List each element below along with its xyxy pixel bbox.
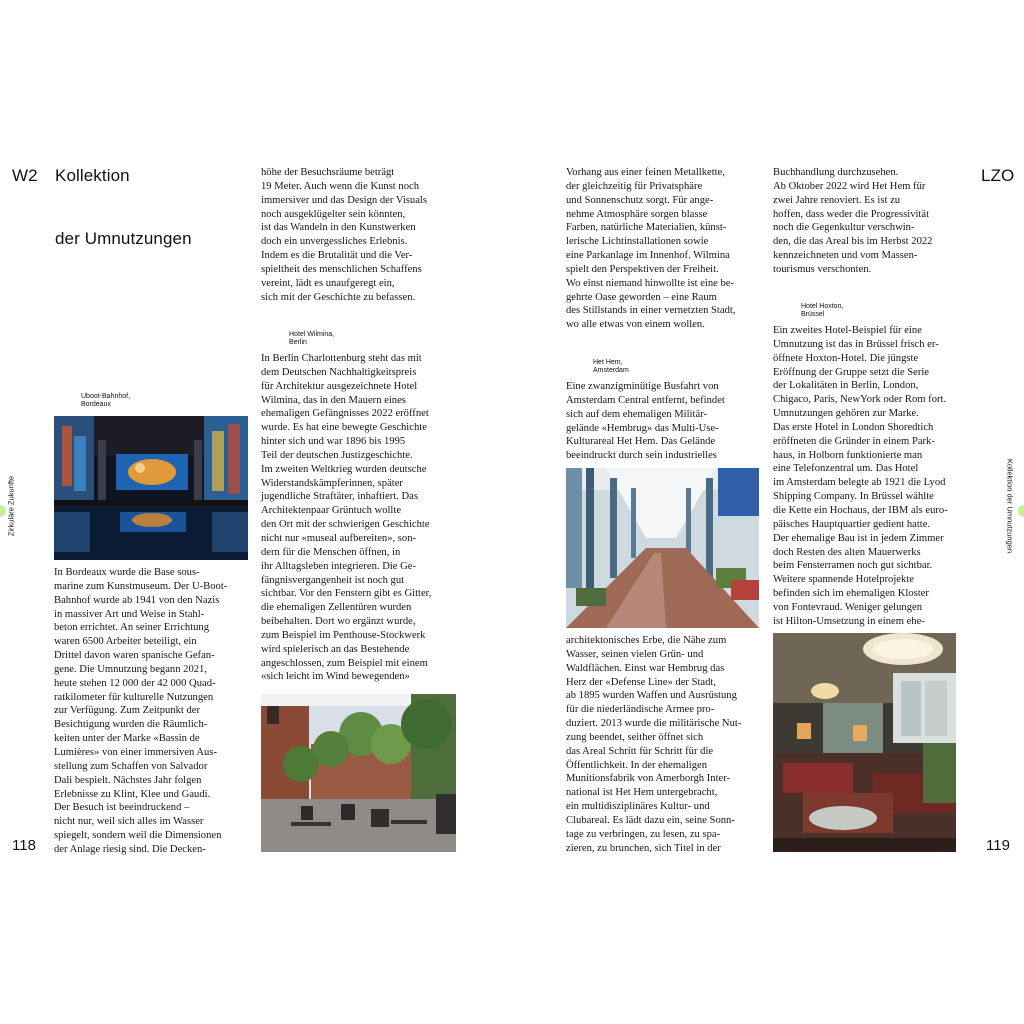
text-line: des Stillstands in einer vernetzten Stadt, — [566, 305, 736, 317]
text-line: jugendliche Straftäter, inhaftiert. Das — [261, 491, 418, 503]
column-3-bottom — [566, 634, 741, 856]
column-3-mid — [566, 380, 725, 463]
text-line: In Bordeaux wurde die Base sous- — [54, 567, 200, 578]
text-line: Shipping Company. In Brüssel wählte — [773, 491, 934, 503]
text-line: lerische Lichtinstallationen sowie — [566, 236, 709, 248]
page-title-line1: Kollektion — [55, 166, 130, 185]
text-line: Farben, natürliche Materialien, künst- — [566, 222, 727, 234]
caption-wilmina — [289, 331, 334, 348]
text-line: Munitionsfabrik von Amerborgh Inter- — [566, 773, 731, 785]
text-line: tage zu verbringen, zu lesen, zu spa- — [566, 828, 721, 840]
text-line: gelände «Hembrug» das Multi-Use- — [566, 422, 719, 434]
text-line: Waldflächen. Einst war Hembrug das — [566, 662, 725, 674]
text-line: der Lokalitäten in Berlin, London, — [773, 380, 919, 392]
photo-het-hem-art — [566, 468, 759, 628]
text-line: eine Parkanlage im Innenhof. Wilmina — [566, 250, 730, 262]
text-line: spieltheit des menschlichen Schaffens — [261, 263, 422, 275]
text-line: national ist Het Hem untergebracht, — [566, 787, 718, 799]
text-line: Dali bespielt. Nächstes Jahr folgen — [54, 774, 202, 786]
text-line: kennzeichneten und vom Massen- — [773, 250, 918, 262]
text-line: sich auf dem ehemaligen Militär- — [566, 408, 707, 420]
text-line: Eröffnung der Gruppe setzt die Serie — [773, 366, 930, 378]
text-line: das Areal Schritt für Schritt für die — [566, 745, 714, 757]
caption-line: Hotel Wilmina, — [289, 331, 335, 338]
text-line: eröffneten die Gründer in einem Park- — [773, 435, 935, 447]
text-line: tourismus verschonten. — [773, 263, 872, 275]
text-line: der Anlage riesig sind. Die Decken- — [54, 843, 206, 855]
text-line: in massiver Art und Weise in Stahl- — [54, 608, 205, 620]
text-line: für die niederländische Armee pro- — [566, 704, 715, 716]
section-code-right: LZO — [981, 166, 1015, 185]
text-line: im Amsterdam belegte ab 1921 die Lyod — [773, 477, 946, 489]
column-2-bottom — [261, 352, 431, 684]
text-line: Drittel davon waren spanische Gefan- — [54, 650, 215, 662]
text-line: wurde. Es hat eine bewegte Geschichte — [261, 422, 427, 434]
text-line: Wo einst niemand hinwollte ist eine be- — [566, 277, 735, 289]
caption-line: Amsterdam — [593, 367, 629, 375]
text-line: keiten unter der Marke «Bassin de — [54, 733, 200, 745]
column-4-top — [773, 166, 932, 277]
text-line: Erlebnisse zu Klint, Klee und Gaudi. — [54, 788, 211, 800]
text-line: ein multidisziplinäres Kultur- und — [566, 801, 710, 813]
text-line: Teil der deutschen Justizgeschichte. — [261, 449, 413, 461]
text-line: haus, in Holborn funktionierte man — [773, 449, 923, 461]
section-code-left: W2 — [12, 166, 38, 185]
text-line: Öffentlichkeit. In der ehemaligen — [566, 759, 707, 771]
text-line: beton errichtet. An seiner Errichtung — [54, 622, 210, 634]
text-line: Besichtigung wurden die Räumlich- — [54, 719, 208, 731]
text-line: spielt den Perspektiven der Freiheit. — [566, 263, 719, 275]
caption-hoxton — [801, 303, 843, 320]
caption-line: Het Hem, — [593, 359, 623, 366]
text-line: Das erste Hotel in London Shoredtich — [773, 421, 934, 433]
text-line: zung beendet, seither öffnet sich — [566, 731, 704, 743]
text-line: architektonisches Erbe, die Nähe zum — [566, 635, 727, 646]
text-line: noch die Gegenkultur verschwin- — [773, 222, 915, 234]
photo-hotel-hoxton — [773, 633, 956, 852]
text-line: zieren, zu brunchen, sich Titel in der — [566, 842, 721, 854]
text-line: zwei Jahre renoviert. Es ist zu — [773, 194, 901, 206]
text-line: von Fontevraud. Weniger gelungen — [773, 601, 922, 613]
caption-line: Berlin — [289, 339, 307, 347]
photo-uboot-bahnhof-art — [54, 416, 248, 560]
column-1 — [54, 566, 227, 857]
text-line: Umnutzung ist das in Brüssel frisch er- — [773, 338, 939, 350]
photo-het-hem — [566, 468, 759, 628]
text-line: angeschlossen, zum Beispiel mit einem — [261, 657, 428, 669]
text-line: immersiver und das Design der Visuals — [261, 194, 427, 206]
photo-hotel-hoxton-art — [773, 633, 956, 852]
text-line: Der Besuch ist beeindruckend – — [54, 802, 190, 814]
page-title-line2: der Umnutzungen — [55, 229, 192, 248]
text-line: spiegelt, sondern weil die Dimensionen — [54, 830, 222, 842]
text-line: für Architektur ausgezeichnete Hotel — [261, 380, 418, 392]
text-line: Widerstandskämpferinnen, später — [261, 477, 403, 489]
text-line: ehemaligen Gefängnisses 2022 eröffnet — [261, 408, 429, 420]
text-line: gehrte Oase geworden – eine Raum — [566, 291, 717, 303]
text-line: höhe der Besuchsräume beträgt — [261, 167, 395, 178]
text-line: Wasser, seinen vielen Grün- und — [566, 648, 704, 660]
text-line: waren 6500 Arbeiter beteiligt, ein — [54, 636, 197, 648]
text-line: Der ehemalige Bau ist in jedem Zimmer — [773, 532, 944, 544]
text-line: vereint, lädt es unaufgeregt ein, — [261, 277, 395, 289]
text-line: zur Verfügung. Zum Zeitpunkt der — [54, 705, 201, 717]
text-line: den Ort mit der schwierigen Geschichte — [261, 519, 430, 531]
accent-dot-right — [1018, 505, 1024, 517]
text-line: 19 Meter. Auch wenn die Kunst noch — [261, 180, 419, 192]
caption-line: Hotel Hoxton, — [801, 303, 844, 310]
text-line: der gleichzeitig für Privatsphäre — [566, 180, 703, 192]
text-line: In Berlin Charlottenburg steht das mit — [261, 353, 422, 364]
text-line: wo alle etwas von einem wollen. — [566, 319, 705, 331]
caption-bordeaux — [81, 393, 130, 410]
text-line: beeindruckt durch sein industrielles — [566, 450, 717, 462]
text-line: Clubareal. Es lädt dazu ein, seine Sonn- — [566, 814, 735, 826]
text-line: Lumières» von einer immersiven Aus- — [54, 746, 217, 758]
text-line: dern für die Menschen öffnen, in — [261, 546, 401, 558]
text-line: befinden sich im ehemaligen Kloster — [773, 588, 929, 600]
text-line: Im zweiten Weltkrieg wurden deutsche — [261, 463, 427, 475]
photo-hotel-wilmina-art — [261, 694, 456, 852]
text-line: den, die das Areal bis im Herbst 2022 — [773, 236, 933, 248]
text-line: die Kette ein Hochaus, der IBM als euro- — [773, 504, 948, 516]
text-line: nicht nur, weil sich alles im Wasser — [54, 816, 204, 828]
caption-line: Brüssel — [801, 311, 825, 319]
text-line: dem Deutschen Nachhaltigkeitspreis — [261, 366, 417, 378]
text-line: und Sonnenschutz sorgt. Für ange- — [566, 194, 714, 206]
column-3-top — [566, 166, 735, 332]
text-line: fängnisvergangenheit ist noch gut — [261, 574, 405, 586]
text-line: doch ein unvergessliches Erlebnis. — [261, 236, 408, 248]
text-line: Amsterdam Central entfernt, befindet — [566, 394, 725, 406]
text-line: wird spielerisch an das Bestehende — [261, 643, 410, 655]
text-line: beibehalten. Dort wo ergänzt wurde, — [261, 616, 416, 628]
text-line: ist Hilton-Umsetzung in einem ehe- — [773, 615, 925, 627]
text-line: stellung zum Schaffen von Salvador — [54, 760, 208, 772]
text-line: Architektenpaar Grüntuch wollte — [261, 505, 402, 517]
caption-line: Bordeaux — [81, 401, 111, 409]
text-line: Eine zwanzigminütige Busfahrt von — [566, 381, 719, 392]
column-2-top — [261, 166, 427, 304]
text-line: Wilmina, das in den Mauern eines — [261, 394, 406, 406]
text-line: ist das Wandeln in den Kunstwerken — [261, 222, 416, 234]
text-line: sich mit der Geschichte zu befassen. — [261, 291, 416, 303]
text-line: marine zum Kunstmuseum. Der U-Boot- — [54, 580, 228, 592]
text-line: Chigaco, Paris, NewYork oder Rom fort. — [773, 394, 947, 406]
text-line: die ehemaligen Zellentüren wurden — [261, 602, 412, 614]
text-line: Indem es die Brutalität und die Ver- — [261, 250, 413, 262]
caption-hem — [593, 359, 629, 376]
text-line: gene. Die Umnutzung begann 2021, — [54, 663, 207, 675]
text-line: Vorhang aus einer feinen Metallkette, — [566, 167, 725, 178]
text-line: sichtbar. Vor den Fenstern gibt es Gitter, — [261, 588, 432, 600]
text-line: duziert. 2013 wurde die militärische Nut- — [566, 718, 742, 730]
text-line: Bahnhof wurde ab 1941 von den Nazis — [54, 594, 220, 606]
text-line: zum Beispiel im Penthouse-Stockwerk — [261, 629, 426, 641]
text-line: nehme Atmosphäre sorgen blasse — [566, 208, 708, 220]
text-line: Ab Oktober 2022 wird Het Hem für — [773, 180, 926, 192]
text-line: beim Fensterramen noch gut sichtbar. — [773, 560, 933, 572]
text-line: Weitere spannende Hotelprojekte — [773, 574, 914, 586]
text-line: hinter sich und war 1896 bis 1995 — [261, 436, 406, 448]
text-line: eine Telefonzentral um. Das Hotel — [773, 463, 919, 475]
text-line: noch ausgeklügelter sein könnten, — [261, 208, 406, 220]
text-line: Kulturareal Het Hem. Das Gelände — [566, 436, 716, 448]
text-line: nicht nur «museal aufbereiten», son- — [261, 532, 417, 544]
text-line: «sich leicht im Wind bewegenden» — [261, 671, 410, 683]
page-number-left: 118 — [12, 837, 36, 854]
photo-uboot-bahnhof — [54, 416, 248, 560]
text-line: Buchhandlung durchzusehen. — [773, 167, 899, 178]
text-line: heute stehen 12 000 der 42 000 Quad- — [54, 677, 216, 689]
page-number-right: 119 — [986, 837, 1010, 854]
text-line: ab 1895 wurden Waffen und Ausrüstung — [566, 690, 737, 702]
column-4-bottom — [773, 324, 948, 629]
text-line: Umnutzungen gehören zur Marke. — [773, 408, 919, 420]
text-line: öffnete Hoxton-Hotel. Die jüngste — [773, 352, 919, 364]
photo-hotel-wilmina — [261, 694, 456, 852]
text-line: doch Resten des alten Mauerwerks — [773, 546, 921, 558]
text-line: ihr Alltagsleben integrieren. Die Ge- — [261, 560, 417, 572]
text-line: hoffen, dass weder die Progressivität — [773, 208, 930, 220]
text-line: ratkilometer für kulturelle Nutzungen — [54, 691, 214, 703]
text-line: päisches Hauptquartier gedient hatte. — [773, 518, 931, 530]
side-label-right: Kollektion der Umnutzungen — [1005, 458, 1015, 554]
caption-line: Uboot-Bahnhof, — [81, 393, 131, 400]
side-label-left: Zirkuläre Zukunfte — [6, 475, 16, 537]
text-line: Ein zweites Hotel-Beispiel für eine — [773, 325, 922, 336]
accent-dot-left — [0, 505, 6, 517]
text-line: Herz der «Defense Line» der Stadt, — [566, 676, 717, 688]
